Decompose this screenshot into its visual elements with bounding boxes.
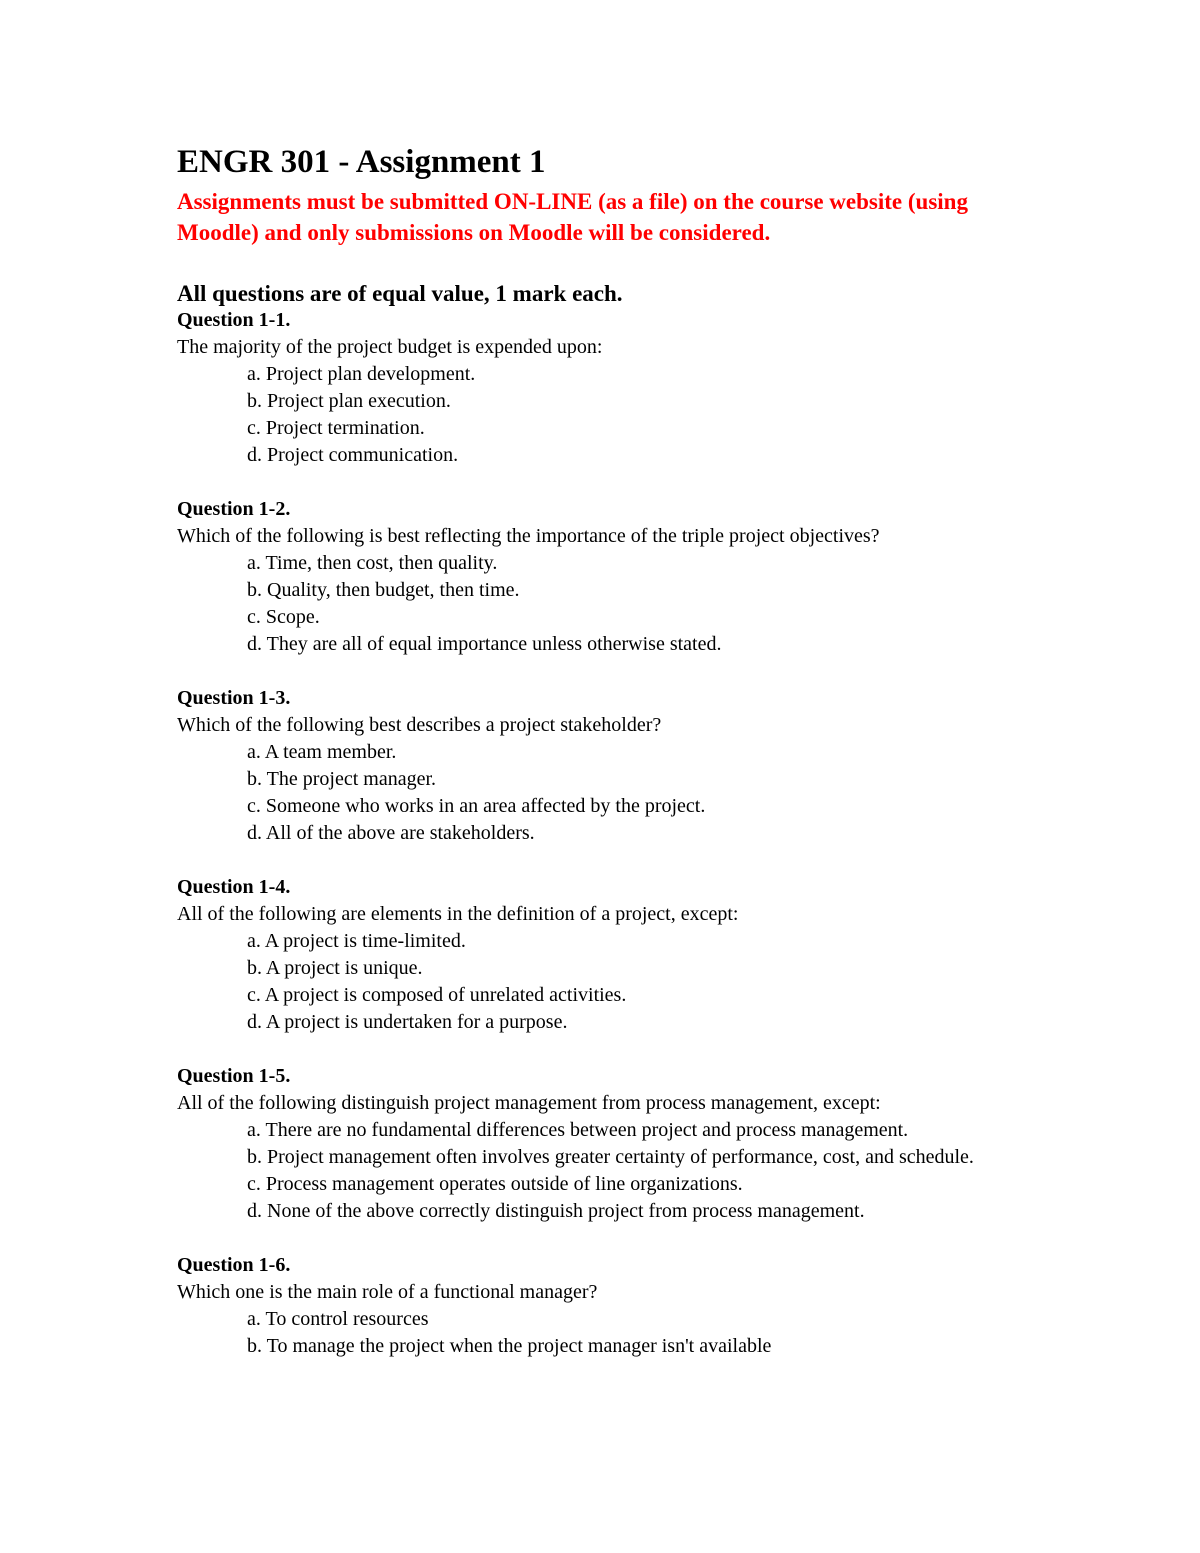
option-list xyxy=(177,550,1037,658)
question-1-4 xyxy=(177,874,1037,1036)
question-1-2 xyxy=(177,496,1037,658)
document-title: ENGR 301 - Assignment 1 xyxy=(177,144,546,180)
option-c: c. Scope. xyxy=(247,606,320,628)
option-a: a. There are no fundamental differences between project and process management. xyxy=(247,1119,909,1141)
option-d: d. A project is undertaken for a purpose. xyxy=(247,1011,568,1033)
option-list xyxy=(177,361,1037,469)
question-1-3 xyxy=(177,685,1037,847)
question-label: Question 1-4. xyxy=(177,876,291,898)
option-list xyxy=(177,1117,1037,1225)
option-a: a. Project plan development. xyxy=(247,363,476,385)
option-c: c. Someone who works in an area affected by the project. xyxy=(247,795,706,817)
question-label: Question 1-5. xyxy=(177,1065,291,1087)
question-text: Which of the following best describes a project stakeholder? xyxy=(177,714,662,736)
option-list xyxy=(177,928,1037,1036)
question-text: All of the following are elements in the definition of a project, except: xyxy=(177,903,739,925)
question-label: Question 1-2. xyxy=(177,498,291,520)
option-b: b. Project plan execution. xyxy=(247,390,451,412)
question-label: Question 1-6. xyxy=(177,1254,291,1276)
question-text: Which one is the main role of a functional manager? xyxy=(177,1281,598,1303)
option-b: b. Project management often involves greater certainty of performance, cost, and schedule. xyxy=(247,1146,974,1168)
option-c: c. A project is composed of unrelated activities. xyxy=(247,984,627,1006)
question-label: Question 1-3. xyxy=(177,687,291,709)
document-page xyxy=(177,138,1037,1360)
option-d: d. Project communication. xyxy=(247,444,459,466)
question-text: Which of the following is best reflecting the importance of the triple project objectives? xyxy=(177,525,880,547)
question-1-6 xyxy=(177,1252,1037,1360)
option-a: a. Time, then cost, then quality. xyxy=(247,552,498,574)
option-d: d. None of the above correctly distinguish project from process management. xyxy=(247,1200,865,1222)
option-a: a. To control resources xyxy=(247,1308,429,1330)
option-d: d. All of the above are stakeholders. xyxy=(247,822,535,844)
option-list xyxy=(177,1306,1037,1360)
option-b: b. A project is unique. xyxy=(247,957,423,979)
option-c: c. Project termination. xyxy=(247,417,425,439)
question-text: The majority of the project budget is expended upon: xyxy=(177,336,603,358)
submission-notice: Assignments must be submitted ON-LINE (as a file) on the course website (using Moodle) and only submissions on Moodle will be considered. xyxy=(177,189,968,245)
option-d: d. They are all of equal importance unless otherwise stated. xyxy=(247,633,722,655)
option-c: c. Process management operates outside of line organizations. xyxy=(247,1173,743,1195)
question-text: All of the following distinguish project management from process management, except: xyxy=(177,1092,881,1114)
marking-intro: All questions are of equal value, 1 mark each. xyxy=(177,281,623,306)
option-list xyxy=(177,739,1037,847)
option-b: b. To manage the project when the project manager isn't available xyxy=(247,1335,772,1357)
question-label: Question 1-1. xyxy=(177,309,291,331)
question-1-1 xyxy=(177,307,1037,469)
question-1-5 xyxy=(177,1063,1037,1225)
option-b: b. Quality, then budget, then time. xyxy=(247,579,520,601)
option-a: a. A team member. xyxy=(247,741,397,763)
option-b: b. The project manager. xyxy=(247,768,437,790)
option-a: a. A project is time-limited. xyxy=(247,930,466,952)
